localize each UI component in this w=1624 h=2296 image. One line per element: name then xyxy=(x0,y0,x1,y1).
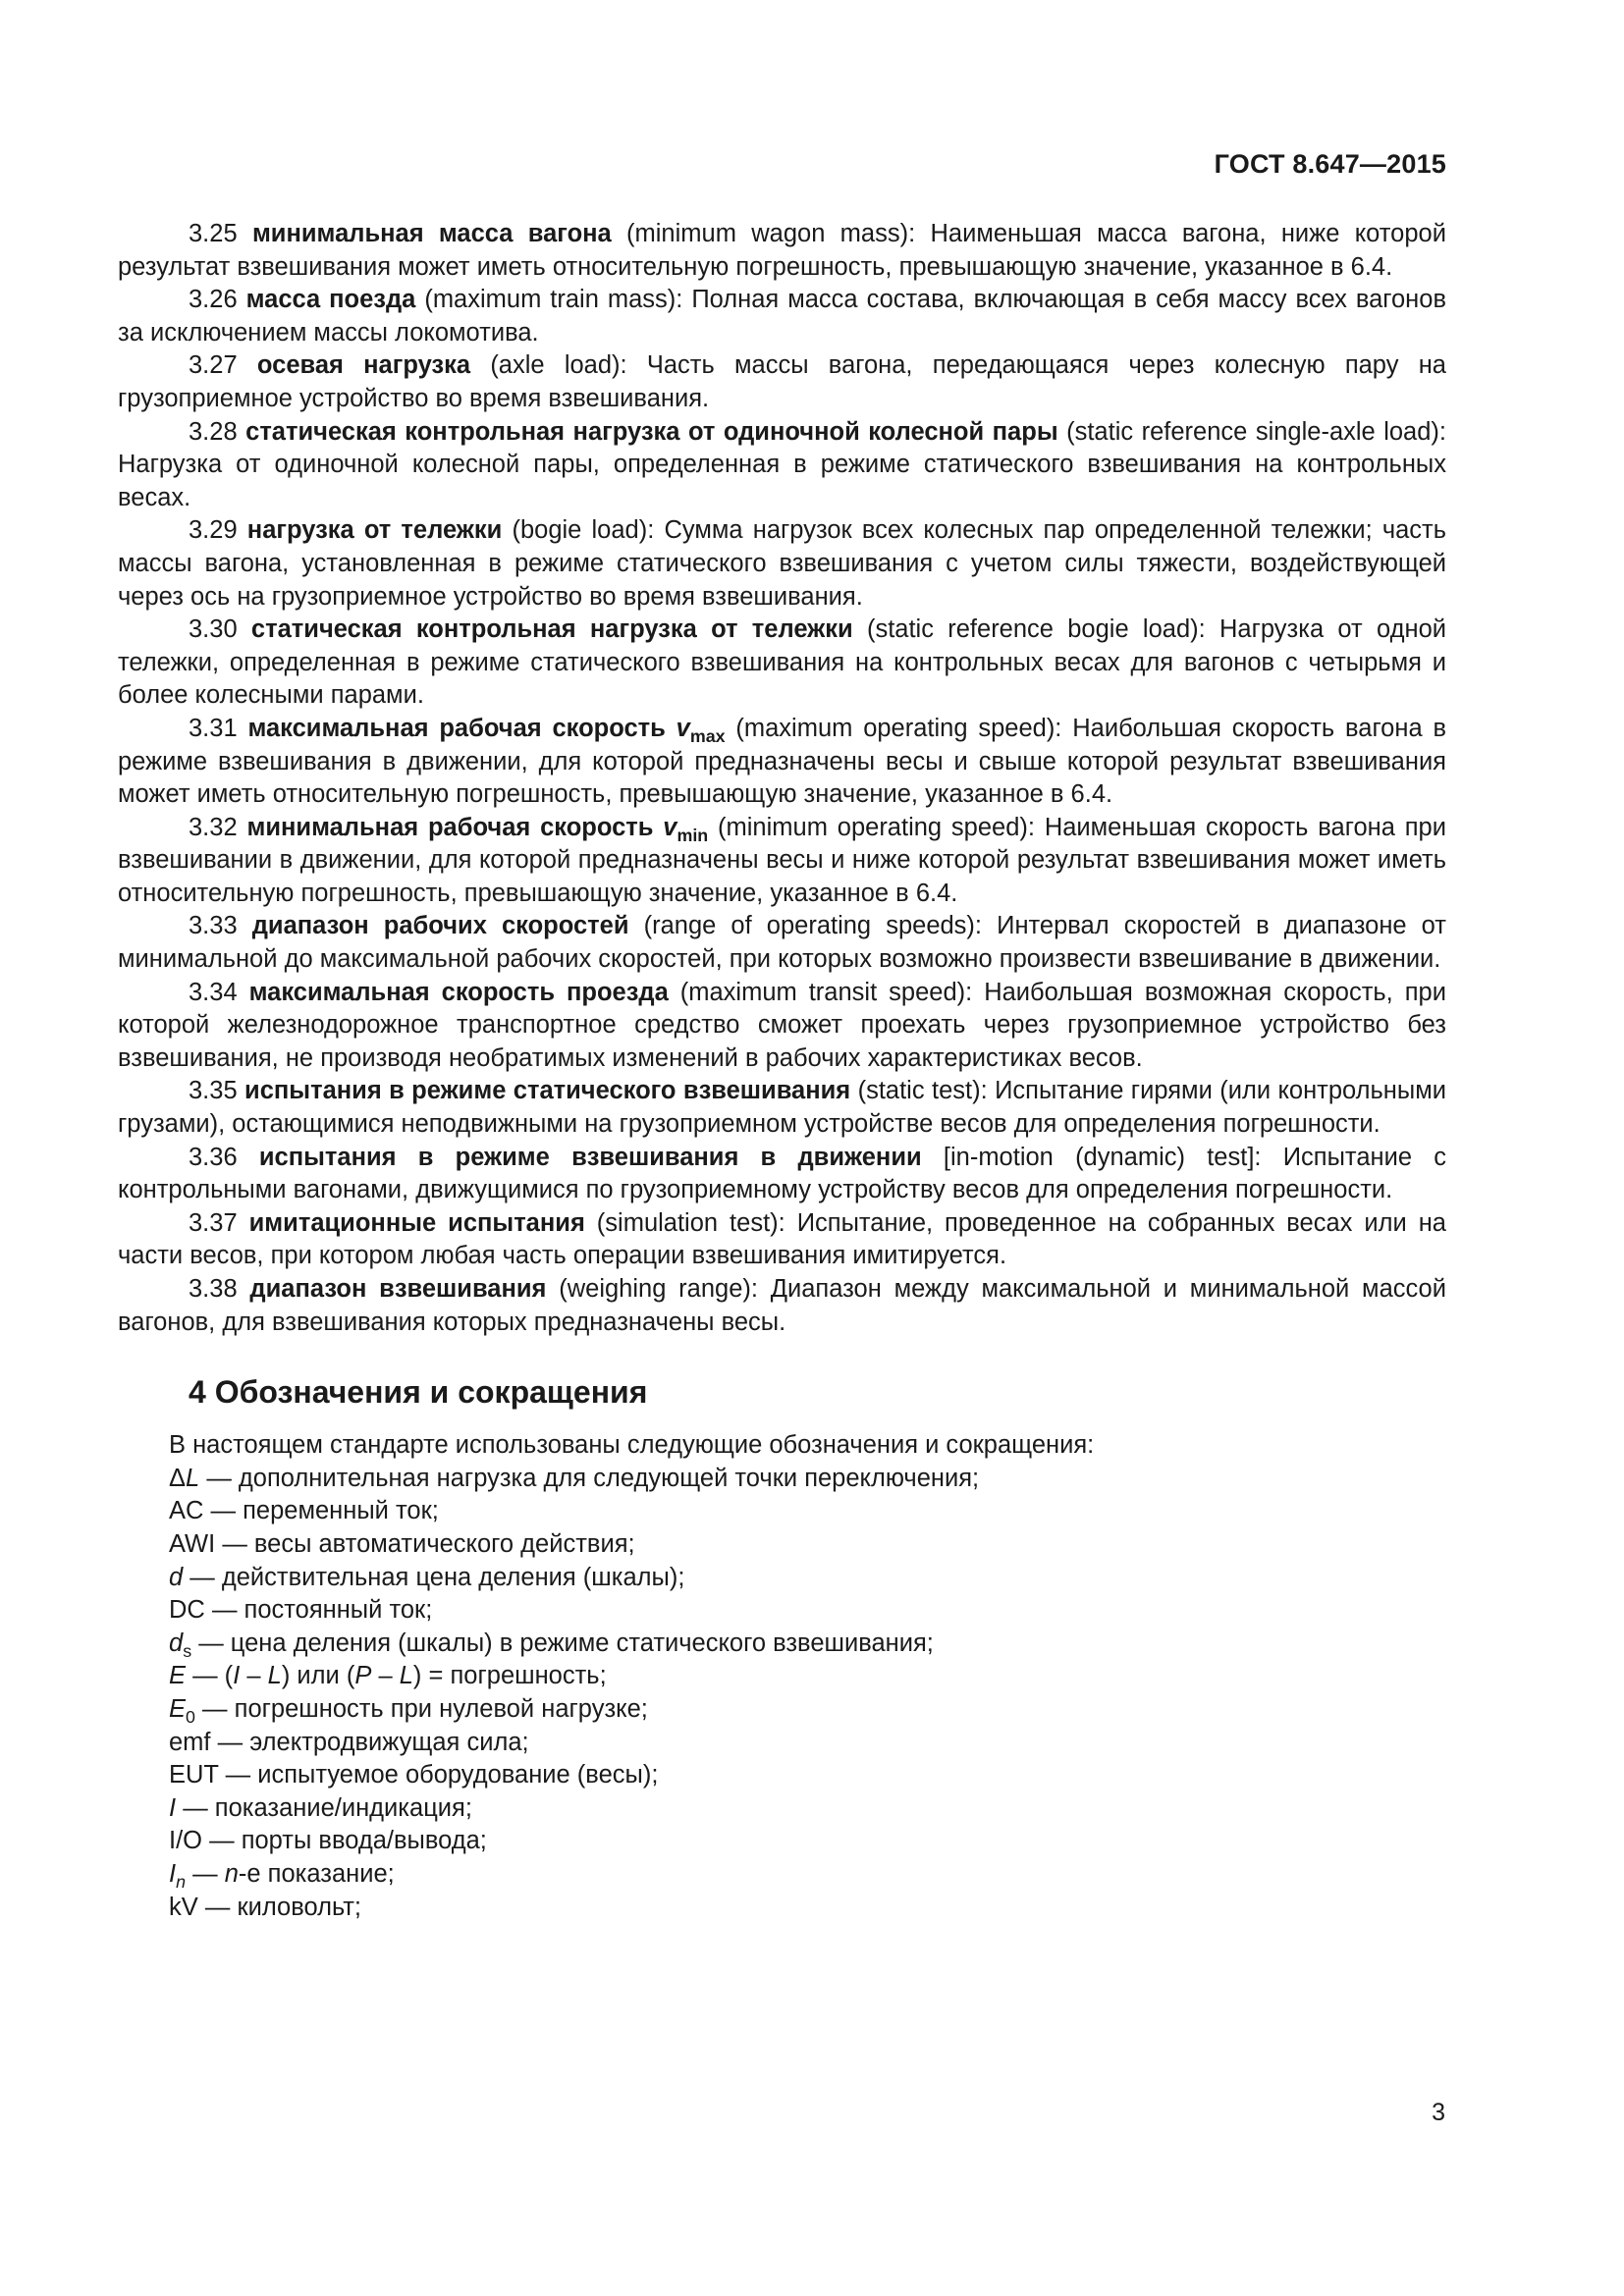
term-name: максимальная скорость проезда xyxy=(248,978,669,1006)
term-number: 3.36 xyxy=(189,1143,238,1171)
term-definition: Наибольшая возможная скорость, при которой железнодорожное транспортное средство сможет проехать через грузоприемное устройство без взвешивания, не производя необратимых изменений в рабочих характеристиках весов. xyxy=(118,978,1446,1072)
term-english: (maximum transit speed): xyxy=(679,978,973,1006)
term-english: (weighing range): xyxy=(559,1275,758,1303)
term-definition: Полная масса состава, включающая в себя массу всех вагонов за исключением массы локомотива. xyxy=(118,286,1446,347)
speed-symbol: $v_{max}$ xyxy=(676,714,726,746)
term-definition: Нагрузка от одной тележки, определенная в режиме статического взвешивания на контрольных весах для вагонов с четырьмя и более колесными парами. xyxy=(118,615,1446,710)
term-3-33 xyxy=(118,910,1446,976)
term-definition: Наименьшая масса вагона, ниже которой результат взвешивания может иметь относительную погрешность, превышающую значение, указанное в 6.4. xyxy=(118,220,1446,281)
term-english: (minimum operating speed): xyxy=(718,813,1035,841)
term-english: [in-motion (dynamic) test]: xyxy=(943,1143,1262,1171)
term-3-26 xyxy=(118,284,1446,349)
term-3-32 xyxy=(118,812,1446,911)
term-definition: Диапазон между максимальной и минимальной массой вагонов, для взвешивания которых предназначены весы. xyxy=(118,1275,1446,1336)
abbrev-in: $I_n$ — n-е показание; xyxy=(169,1859,395,1892)
term-definition: Наименьшая скорость вагона при взвешивании в движении, для которой предназначены весы и ниже которой результат взвешивания может иметь относительную погрешность, превышающую значение, указанное в 6.4. xyxy=(118,813,1446,907)
term-number: 3.33 xyxy=(189,912,238,940)
term-3-34 xyxy=(118,977,1446,1076)
term-english: (maximum operating speed): xyxy=(735,714,1062,742)
speed-symbol: $v_{min}$ xyxy=(663,813,709,845)
term-definition: Испытание гирями (или контрольными грузами), остающимися неподвижными на грузоприемном устройстве весов для определения погрешности. xyxy=(118,1077,1446,1139)
term-number: 3.30 xyxy=(189,615,238,644)
abbrev-io: I/O — порты ввода/вывода; xyxy=(169,1827,487,1855)
section-title: 4 Обозначения и сокращения xyxy=(189,1374,648,1411)
term-3-29 xyxy=(118,514,1446,614)
standard-code: ГОСТ 8.647—2015 xyxy=(1214,149,1446,179)
term-name: статическая контрольная нагрузка от одиночной колесной пары xyxy=(245,417,1058,446)
abbrev-awi: AWI — весы автоматического действия; xyxy=(169,1529,635,1558)
term-name: минимальная масса вагона xyxy=(251,220,612,247)
term-english: (axle load): xyxy=(490,351,627,380)
term-english: (static reference bogie load): xyxy=(866,615,1206,644)
term-3-38 xyxy=(118,1273,1446,1339)
term-3-35 xyxy=(118,1075,1446,1141)
term-name: испытания в режиме взвешивания в движении xyxy=(258,1143,922,1171)
term-english: (minimum wagon mass): xyxy=(626,220,916,247)
term-3-37 xyxy=(118,1207,1446,1273)
document-body xyxy=(118,218,1446,1924)
term-english: (range of operating speeds): xyxy=(643,912,983,940)
section-intro: В настоящем стандарте использованы следующие обозначения и сокращения: xyxy=(169,1431,1095,1460)
term-name: статическая контрольная нагрузка от тележки xyxy=(250,615,853,644)
term-name: нагрузка от тележки xyxy=(246,516,503,545)
term-definition: Сумма нагрузок всех колесных пар определенной тележки; часть массы вагона, установленная в режиме статического взвешивания с учетом силы тяжести, воздействующей через ось на грузоприемное устройство во время взвешивания. xyxy=(118,516,1447,611)
term-definition: Интервал скоростей в диапазоне от минимальной до максимальной рабочих скоростей, при которых возможно произвести взвешивание в движении. xyxy=(118,912,1446,974)
abbrev-d: d — действительная цена деления (шкалы); xyxy=(169,1563,685,1591)
term-number: 3.28 xyxy=(189,417,238,446)
term-name: минимальная рабочая скорость xyxy=(246,813,654,841)
term-name: диапазон взвешивания xyxy=(249,1275,547,1303)
term-english: (static reference single-axle load): xyxy=(1066,417,1446,446)
term-definition: Испытание с контрольными вагонами, движущимися по грузоприемному устройству весов для определения погрешности. xyxy=(118,1143,1446,1204)
term-name: имитационные испытания xyxy=(248,1208,585,1237)
term-name: максимальная рабочая скорость xyxy=(247,714,666,742)
term-3-28 xyxy=(118,416,1446,515)
term-definition: Часть массы вагона, передающаяся через колесную пару на грузоприемное устройство во время взвешивания. xyxy=(118,351,1446,412)
term-name: испытания в режиме статического взвешивания xyxy=(244,1077,851,1105)
abbrev-e0: $E_0$ — погрешность при нулевой нагрузке; xyxy=(169,1694,648,1728)
abbrev-i: I — показание/индикация; xyxy=(169,1793,472,1822)
term-number: 3.37 xyxy=(189,1208,238,1237)
term-english: (maximum train mass): xyxy=(424,286,683,314)
term-english: (bogie load): xyxy=(512,516,655,545)
abbrev-delta-l: ΔL — дополнительная нагрузка для следующей точки переключения; xyxy=(169,1464,980,1492)
abbrev-eut: EUT — испытуемое оборудование (весы); xyxy=(169,1761,659,1789)
term-number: 3.27 xyxy=(189,351,238,380)
term-definition: Нагрузка от одиночной колесной пары, определенная в режиме статического взвешивания на контрольных весах. xyxy=(118,451,1446,511)
term-number: 3.26 xyxy=(189,286,238,314)
term-3-36 xyxy=(118,1142,1446,1207)
term-number: 3.38 xyxy=(189,1275,238,1303)
term-number: 3.25 xyxy=(189,220,238,247)
abbrev-ac: AC — переменный ток; xyxy=(169,1497,439,1525)
page-number: 3 xyxy=(1432,2099,1445,2126)
term-english: (static test): xyxy=(857,1077,988,1105)
term-3-30 xyxy=(118,614,1446,713)
term-3-25 xyxy=(118,218,1446,284)
term-number: 3.29 xyxy=(189,516,238,545)
abbrev-dc: DC — постоянный ток; xyxy=(169,1596,433,1625)
abbrev-ds: $d_s$ — цена деления (шкалы) в режиме статического взвешивания; xyxy=(169,1629,934,1661)
term-name: осевая нагрузка xyxy=(256,351,471,380)
term-name: диапазон рабочих скоростей xyxy=(251,912,629,940)
abbrev-emf: emf — электродвижущая сила; xyxy=(169,1728,529,1756)
term-name: масса поезда xyxy=(245,286,416,314)
term-number: 3.31 xyxy=(189,714,238,742)
term-number: 3.34 xyxy=(189,978,238,1006)
term-number: 3.35 xyxy=(189,1077,238,1105)
term-3-31 xyxy=(118,713,1446,812)
term-definition: Наибольшая скорость вагона в режиме взвешивания в движении, для которой предназначены весы и свыше которой результат взвешивания может иметь относительную погрешность, превышающую значение, указанное в 6.4. xyxy=(118,714,1446,809)
term-english: (simulation test): xyxy=(596,1208,785,1237)
term-number: 3.32 xyxy=(189,813,238,841)
term-definition: Испытание, проведенное на собранных весах или на части весов, при котором любая часть операции взвешивания имитируется. xyxy=(118,1208,1446,1270)
abbreviation-list xyxy=(118,1463,1446,1924)
abbrev-kv: kV — киловольт; xyxy=(169,1893,362,1921)
abbrev-e: E — (I – L) или (P – L) = погрешность; xyxy=(169,1662,607,1690)
term-3-27 xyxy=(118,349,1446,415)
